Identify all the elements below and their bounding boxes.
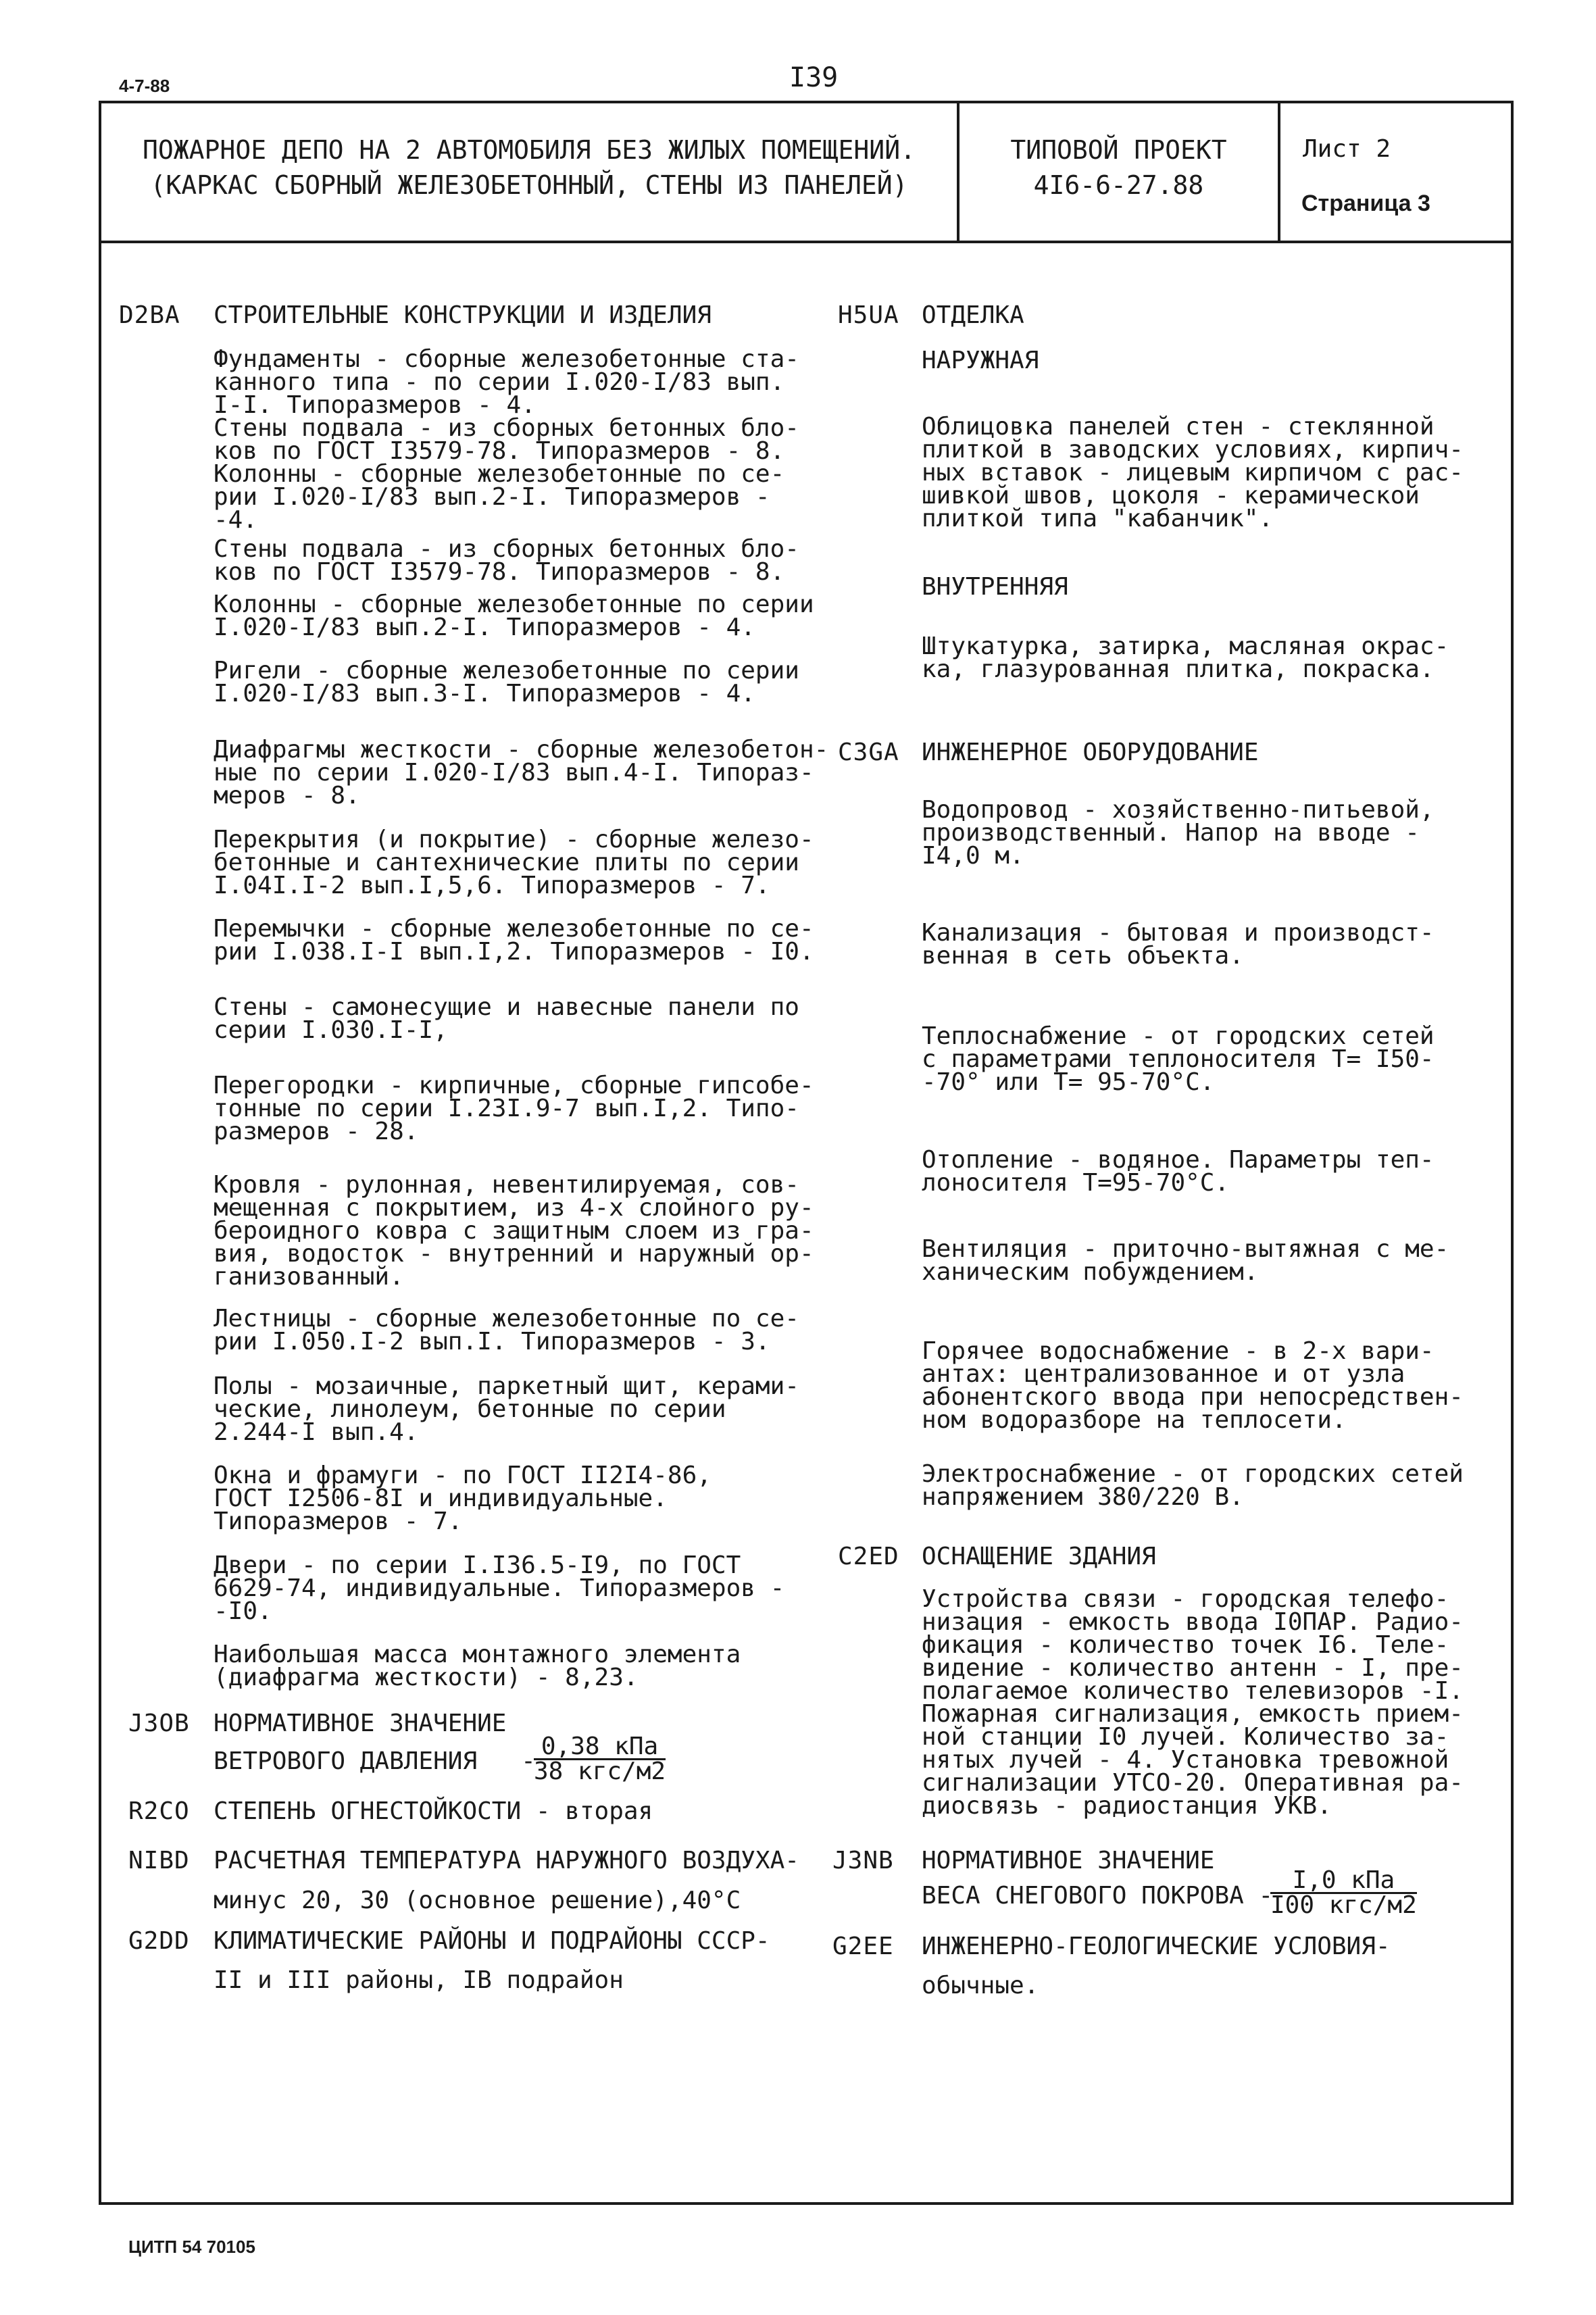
section-code: NIBD bbox=[128, 1847, 190, 1874]
section-title: НОРМАТИВНОЕ ЗНАЧЕНИЕ bbox=[922, 1847, 1215, 1874]
paragraph: Облицовка панелей стен - стеклянной плиткой в заводских условиях, кирпич- ных вставок - лицевым кирпичом с рас- шивкой швов, цоколя - керамической плиткой типа "кабанчик". bbox=[922, 413, 1464, 532]
section-title: НОРМАТИВНОЕ ЗНАЧЕНИЕ bbox=[214, 1710, 507, 1737]
paragraph: Ригели - сборные железобетонные по серии I.020-I/83 вып.3-I. Типоразмеров - 4. bbox=[214, 657, 799, 707]
section-title: ВЕТРОВОГО ДАВЛЕНИЯ - bbox=[214, 1747, 536, 1775]
print-stamp: ЦИТП 54 70105 bbox=[128, 2237, 255, 2257]
subsection-title: ВНУТРЕННЯЯ bbox=[922, 573, 1068, 601]
section-code: J3NB bbox=[832, 1847, 894, 1874]
paragraph: Отопление - водяное. Параметры теп- лоносителя Т=95-70°С. bbox=[922, 1146, 1435, 1197]
paragraph: Лестницы - сборные железобетонные по се- рии I.050.I-2 вып.I. Типоразмеров - 3. bbox=[214, 1305, 799, 1355]
paragraph: Электроснабжение - от городских сетей напряжением 380/220 В. bbox=[922, 1460, 1464, 1511]
paragraph: Диафрагмы жесткости - сборные железобетон- ные по серии I.020-I/83 вып.4-I. Типораз- меров - 8. bbox=[214, 736, 829, 810]
page-number: I39 bbox=[789, 62, 839, 93]
page-label: Страница 3 bbox=[1301, 191, 1430, 216]
section-title: ВЕСА СНЕГОВОГО ПОКРОВА - bbox=[922, 1882, 1274, 1910]
section-code: C2ED bbox=[838, 1543, 899, 1570]
document-code: 4-7-88 bbox=[119, 76, 170, 96]
section-title: СТРОИТЕЛЬНЫЕ КОНСТРУКЦИИ И ИЗДЕЛИЯ bbox=[214, 301, 712, 329]
section-code: C3GA bbox=[838, 739, 899, 766]
paragraph: Перегородки - кирпичные, сборные гипсобе- тонные по серии I.23I.9-7 вып.I,2. Типо- размеров - 28. bbox=[214, 1072, 814, 1145]
paragraph: Колонны - сборные железобетонные по серии I.020-I/83 вып.2-I. Типоразмеров - 4. bbox=[214, 591, 814, 641]
project-title bbox=[101, 132, 957, 203]
section-code: H5UA bbox=[838, 301, 899, 329]
project-type: ТИПОВОЙ ПРОЕКТ bbox=[1010, 135, 1227, 165]
section-title: ОСНАЩЕНИЕ ЗДАНИЯ bbox=[922, 1543, 1156, 1570]
paragraph: Перекрытия (и покрытие) - сборные железо- бетонные и сантехнические плиты по серии I.04I.I-2 вып.I,5,6. Типоразмеров - 7. bbox=[214, 826, 814, 899]
paragraph: Наибольшая масса монтажного элемента (диафрагма жесткости) - 8,23. bbox=[214, 1641, 741, 1691]
section-title: ИНЖЕНЕРНО-ГЕОЛОГИЧЕСКИЕ УСЛОВИЯ- bbox=[922, 1933, 1391, 1960]
project-title-line: (КАРКАС СБОРНЫЙ ЖЕЛЕЗОБЕТОННЫЙ, СТЕНЫ ИЗ ПАНЕЛЕЙ) bbox=[150, 170, 908, 200]
section-code: D2BA bbox=[119, 301, 180, 329]
paragraph: Двери - по серии I.I36.5-I9, по ГОСТ 6629-74, индивидуальные. Типоразмеров - -I0. bbox=[214, 1551, 785, 1625]
project-code-cell bbox=[959, 132, 1278, 203]
paragraph: Кровля - рулонная, невентилируемая, сов- мещенная с покрытием, из 4-х слойного ру- бероидного ковра с защитным слоем из гра- вия, водосток - внутренний и наружный ор- ганизованный. bbox=[214, 1171, 814, 1291]
paragraph: Стены подвала - из сборных бетонных бло- ков по ГОСТ I3579-78. Типоразмеров - 8. bbox=[214, 535, 799, 586]
section-title: КЛИМАТИЧЕСКИЕ РАЙОНЫ И ПОДРАЙОНЫ СССР- bbox=[214, 1927, 770, 1955]
wind-pressure-value bbox=[534, 1735, 666, 1783]
paragraph: Вентиляция - приточно-вытяжная с ме- ханическим побуждением. bbox=[922, 1235, 1449, 1286]
fraction-numerator: 0,38 кПа bbox=[534, 1735, 666, 1760]
title-block-separator bbox=[1278, 101, 1280, 243]
paragraph: Перемычки - сборные железобетонные по се- рии I.038.I-I вып.I,2. Типоразмеров - I0. bbox=[214, 915, 814, 966]
title-block-divider bbox=[99, 241, 1511, 243]
section-text: минус 20, 30 (основное решение),40°С bbox=[214, 1887, 741, 1914]
section-title: СТЕПЕНЬ ОГНЕСТОЙКОСТИ - вторая bbox=[214, 1797, 653, 1825]
section-text: II и III районы, IB подрайон bbox=[214, 1966, 624, 1994]
paragraph: Горячее водоснабжение - в 2-х вари- антах: централизованное и от узла абонентского ввода при непосредствен- ном водоразборе на теплосети. bbox=[922, 1337, 1464, 1434]
section-title: ИНЖЕНЕРНОЕ ОБОРУДОВАНИЕ bbox=[922, 739, 1259, 766]
paragraph: Теплоснабжение - от городских сетей с параметрами теплоносителя Т= I50- -70° или Т= 95-70°С. bbox=[922, 1022, 1435, 1096]
paragraph: Стены - самонесущие и навесные панели по серии I.030.I-I, bbox=[214, 993, 799, 1044]
fraction-numerator: I,0 кПа bbox=[1270, 1869, 1417, 1894]
paragraph: Окна и фрамуги - по ГОСТ II2I4-86, ГОСТ I2506-8I и индивидуальные. Типоразмеров - 7. bbox=[214, 1462, 712, 1535]
paragraph: Устройства связи - городская телефо- низация - емкость ввода I0ПАР. Радио- фикация - количество точек I6. Теле- видение - количество антенн - I, пре- полагаемое количество телевизоров -I. Пожарная сигнализация, емкость прием- ной станции I0 лучей. Количество за- нятых лучей - 4. Установка тревожной сигнализации УТСО-20. Оперативная ра- диосвязь - радиостанция УКВ. bbox=[922, 1585, 1464, 1820]
section-code: G2EE bbox=[832, 1933, 894, 1960]
project-number: 4I6-6-27.88 bbox=[1033, 170, 1204, 200]
paragraph: Полы - мозаичные, паркетный щит, керами- ческие, линолеум, бетонные по серии 2.244-I вып.4. bbox=[214, 1372, 799, 1446]
section-code: R2CO bbox=[128, 1797, 190, 1825]
project-title-line: ПОЖАРНОЕ ДЕПО НА 2 АВТОМОБИЛЯ БЕЗ ЖИЛЫХ ПОМЕЩЕНИЙ. bbox=[143, 135, 916, 165]
fraction-denominator: I00 кгс/м2 bbox=[1270, 1891, 1417, 1919]
paragraph: Штукатурка, затирка, масляная окрас- ка, глазурованная плитка, покраска. bbox=[922, 632, 1449, 683]
paragraph: Канализация - бытовая и производст- венная в сеть объекта. bbox=[922, 919, 1435, 970]
fraction-denominator: 38 кгс/м2 bbox=[534, 1758, 666, 1785]
paragraph: Водопровод - хозяйственно-питьевой, производственный. Напор на вводе - I4,0 м. bbox=[922, 796, 1435, 870]
section-code: J3OB bbox=[128, 1710, 190, 1737]
snow-load-value bbox=[1270, 1866, 1417, 1919]
subsection-title: НАРУЖНАЯ bbox=[922, 347, 1039, 374]
sheet-label: Лист 2 bbox=[1303, 135, 1391, 163]
section-text: обычные. bbox=[922, 1972, 1039, 1999]
section-title: РАСЧЕТНАЯ ТЕМПЕРАТУРА НАРУЖНОГО ВОЗДУХА- bbox=[214, 1847, 799, 1874]
paragraph: Фундаменты - сборные железобетонные ста- канного типа - по серии I.020-I/83 вып. I-I. Типоразмеров - 4. Стены подвала - из сборных бетонных бло- ков по ГОСТ I3579-78. Типоразмеров - 8. Колонны - сборные железобетонные по се- рии I.020-I/83 вып.2-I. Типоразмеров - -4. bbox=[214, 345, 799, 534]
section-title: ОТДЕЛКА bbox=[922, 301, 1024, 329]
section-code: G2DD bbox=[128, 1927, 190, 1955]
